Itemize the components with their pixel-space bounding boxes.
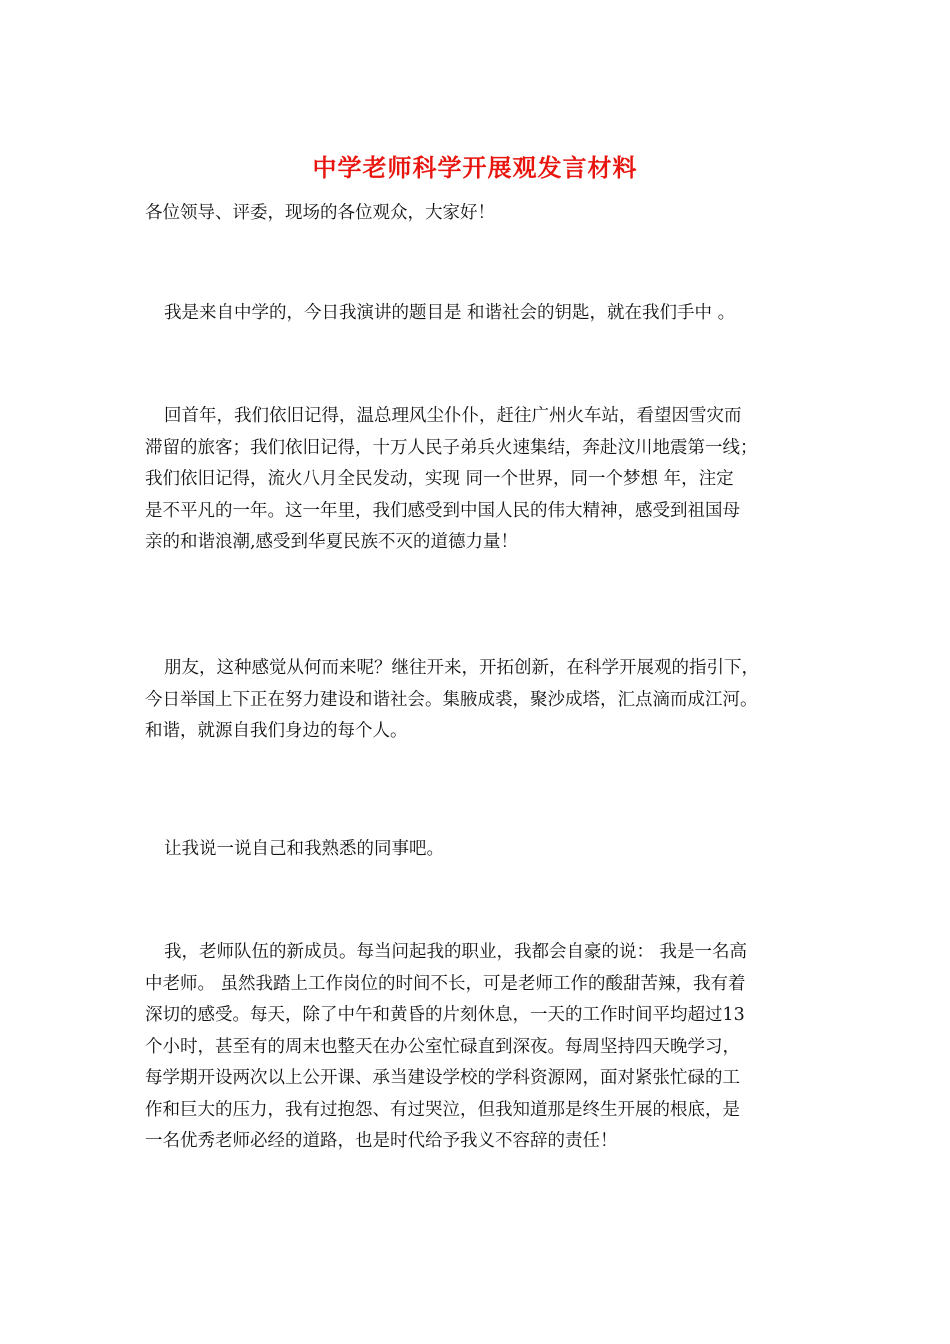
- paragraph-teacher: [145, 937, 815, 1158]
- paragraph-line: 今日举国上下正在努力建设和谐社会。集腋成裘，聚沙成塔，汇点滴而成江河。: [145, 689, 758, 710]
- paragraph-line: 我们依旧记得，流火八月全民发动，实现 同一个世界，同一个梦想 年，注定: [145, 469, 734, 489]
- paragraph-harmony: [145, 653, 815, 748]
- paragraph-line: 我，老师队伍的新成员。每当问起我的职业，我都会自豪的说： 我是一名高: [164, 942, 748, 962]
- paragraph-line: 中老师。 虽然我踏上工作岗位的时间不长，可是老师工作的酸甜苦辣，我有着: [145, 973, 746, 994]
- paragraph-line: 和谐，就源自我们身边的每个人。: [145, 721, 408, 741]
- paragraph-line: 个小时，甚至有的周末也整天在办公室忙碌直到深夜。每周坚持四天晚学习，: [145, 1036, 740, 1057]
- paragraph-line: 深切的感受。每天，除了中午和黄昏的片刻休息，一天的工作时间平均超过13: [145, 1005, 745, 1025]
- paragraph-review: [145, 401, 815, 559]
- paragraph-line: 朋友，这种感觉从何而来呢？继往开来，开拓创新，在科学开展观的指引下，: [164, 658, 759, 678]
- paragraph-line: 一名优秀老师必经的道路，也是时代给予我义不容辞的责任！: [145, 1131, 618, 1151]
- paragraph-line: 是不平凡的一年。这一年里，我们感受到中国人民的伟大精神，感受到祖国母: [145, 500, 740, 521]
- paragraph-topic: [145, 298, 815, 330]
- paragraph-line: 作和巨大的压力，我有过抱怨、有过哭泣，但我知道那是终生开展的根底，是: [145, 1099, 740, 1120]
- paragraph-line: 让我说一说自己和我熟悉的同事吧。: [164, 839, 444, 859]
- paragraph-line: 回首年，我们依旧记得，温总理风尘仆仆，赶往广州火车站，看望因雪灾而: [164, 406, 742, 426]
- paragraph-line: 滞留的旅客；我们依旧记得，十万人民子弟兵火速集结，奔赴汶川地震第一线；: [145, 437, 758, 458]
- paragraph-line: 亲的和谐浪潮,感受到华夏民族不灭的道德力量！: [145, 532, 519, 552]
- greeting: [145, 198, 815, 230]
- document-title: 中学老师科学开展观发言材料: [312, 153, 638, 182]
- greeting-line: 各位领导、评委，现场的各位观众，大家好！: [145, 203, 495, 223]
- paragraph-line: 每学期开设两次以上公开课、承当建设学校的学科资源网，面对紧张忙碌的工: [145, 1068, 740, 1088]
- paragraph-transition: [145, 834, 815, 866]
- paragraph-line: 我是来自中学的，今日我演讲的题目是 和谐社会的钥匙，就在我们手中 。: [164, 303, 736, 323]
